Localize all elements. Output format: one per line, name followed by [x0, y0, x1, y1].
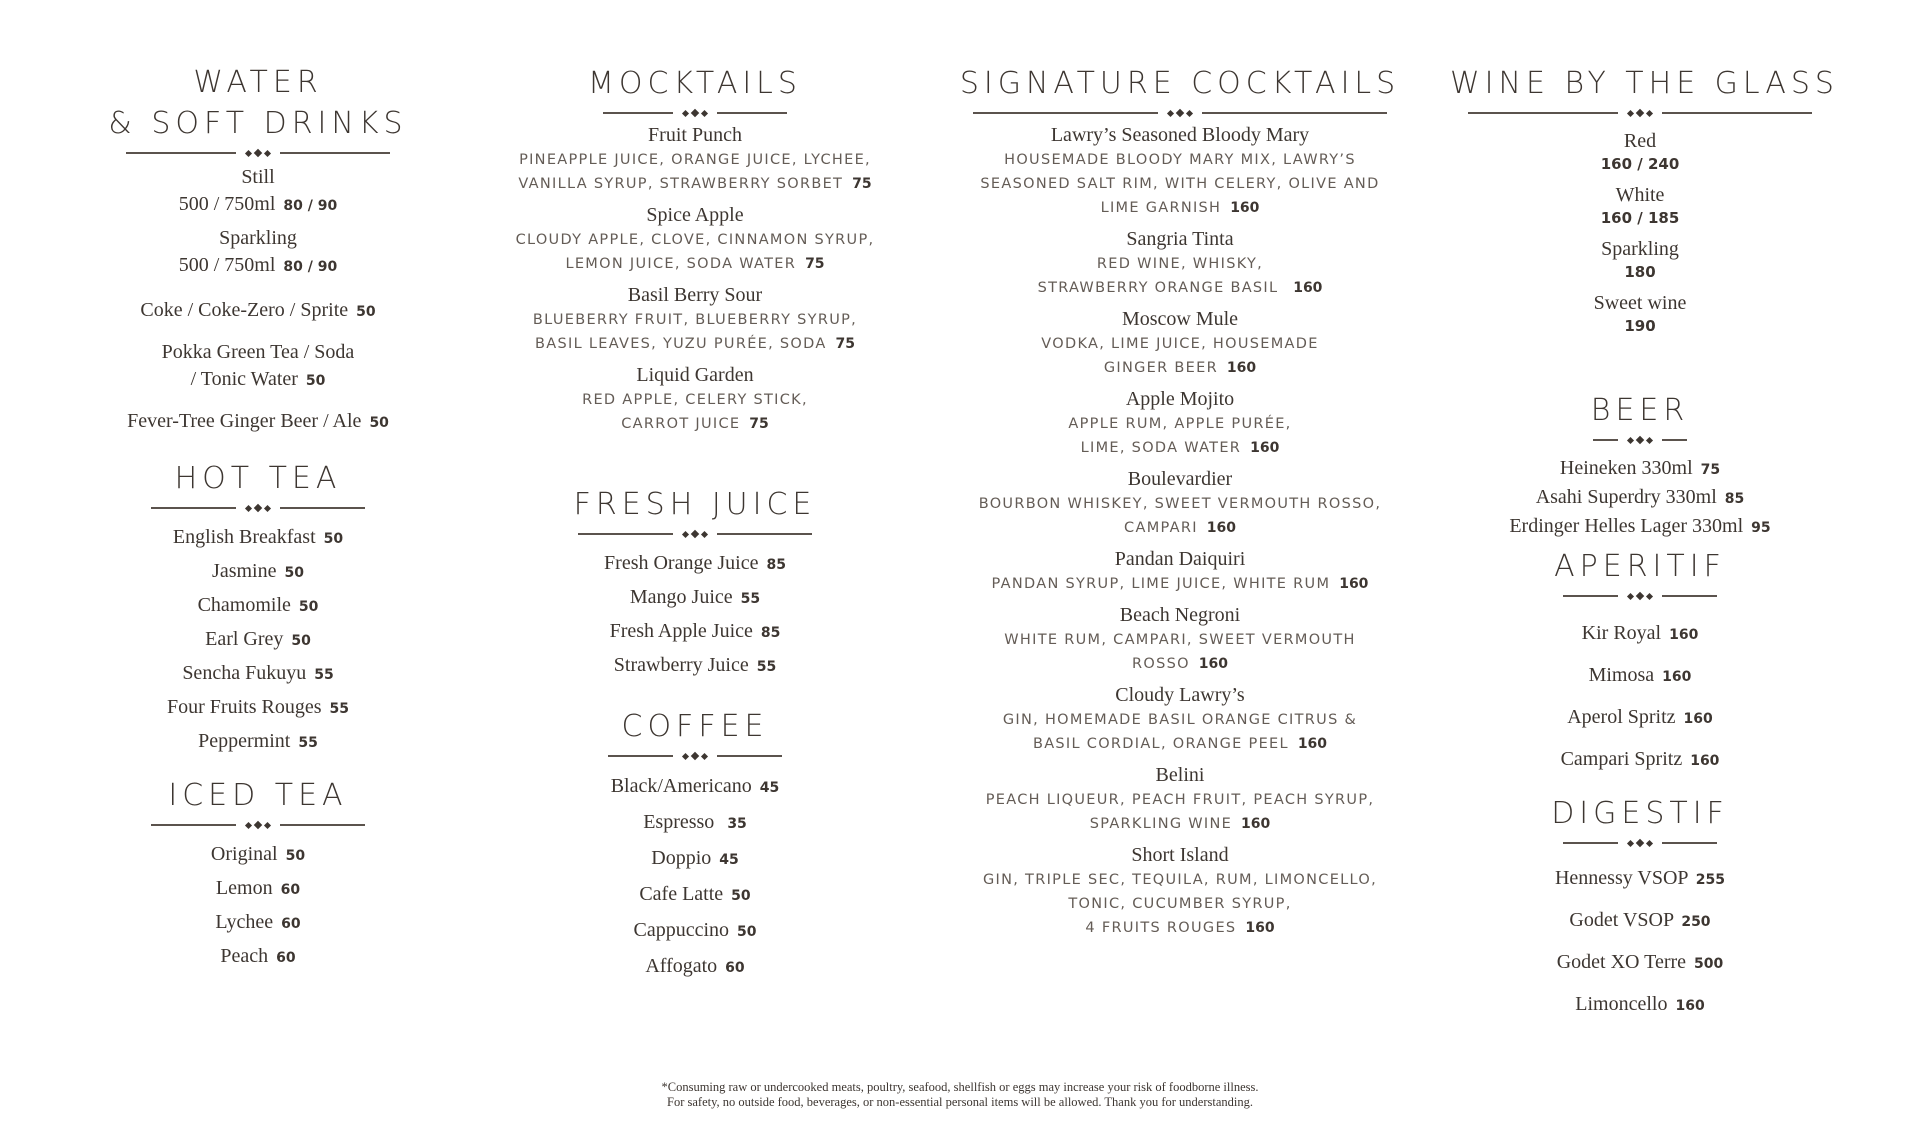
section-title: DIGESTIF [1551, 796, 1729, 831]
footer-disclaimer [0, 1080, 1920, 1110]
diamond-ornament-icon [683, 110, 707, 116]
price: 160 / 185 [1600, 209, 1680, 227]
section-title: MOCKTAILS [588, 66, 802, 101]
section-title: ICED TEA [168, 778, 348, 813]
menu-item: White 160 / 185 [1450, 182, 1830, 228]
menu-item: Original 50 [210, 843, 306, 865]
menu-item: Sparkling [219, 227, 297, 249]
price: 80 / 90 [283, 259, 338, 275]
menu-item: Cappuccino 50 [633, 919, 757, 941]
menu-item: Mimosa 160 [1588, 664, 1692, 686]
menu-item-detail: 500 / 750ml 80 / 90 [178, 254, 338, 276]
section-water-soft-drinks [98, 62, 418, 437]
diamond-ornament-icon [246, 505, 270, 511]
price: 50 [305, 373, 326, 389]
menu-item: Doppio 45 [651, 847, 739, 869]
menu-item: Pandan Daiquiri PANDAN SYRUP, LIME JUICE, WHITE RUM 160 [991, 548, 1369, 592]
menu-item: Peppermint 55 [198, 730, 318, 752]
menu-item: Chamomile 50 [197, 594, 319, 616]
price: 180 [1624, 263, 1656, 281]
menu-item: Spice Apple CLOUDY APPLE, CLOVE, CINNAMON SYRUP, LEMON JUICE, SODA WATER 75 [515, 204, 875, 272]
menu-item: Coke / Coke-Zero / Sprite 50 [140, 299, 376, 321]
menu-item: Apple Mojito APPLE RUM, APPLE PURÉE, LIME, SODA WATER 160 [1068, 388, 1292, 456]
menu-item: Beach Negroni WHITE RUM, CAMPARI, SWEET VERMOUTH ROSSO 160 [1004, 604, 1356, 672]
menu-item: Sparkling 180 [1450, 236, 1830, 282]
menu-item: Moscow Mule VODKA, LIME JUICE, HOUSEMADE GINGER BEER 160 [1041, 308, 1319, 376]
menu-item: Affogato 60 [645, 955, 745, 977]
section-fresh-juice [495, 484, 895, 683]
menu-item: Kir Royal 160 [1581, 622, 1699, 644]
section-title: BEER [1590, 393, 1690, 428]
ornament-divider [1450, 106, 1830, 120]
ornament-divider [495, 749, 895, 763]
menu-item: Erdinger Helles Lager 330ml 95 [1509, 515, 1771, 537]
section-title: WATER [193, 65, 323, 100]
section-signature-cocktails [955, 63, 1405, 940]
diamond-ornament-icon [683, 753, 707, 759]
price: 160 / 240 [1600, 155, 1680, 173]
menu-item: Cafe Latte 50 [639, 883, 751, 905]
price: 50 [369, 415, 389, 431]
section-iced-tea [98, 775, 418, 974]
diamond-ornament-icon [1628, 110, 1652, 116]
section-coffee [495, 706, 895, 985]
section-title: COFFEE [621, 709, 769, 744]
menu-item: Lemon 60 [215, 877, 301, 899]
ornament-divider [1450, 836, 1830, 850]
menu-item: Sencha Fukuyu 55 [182, 662, 334, 684]
diamond-ornament-icon [683, 531, 707, 537]
menu-item: Asahi Superdry 330ml 85 [1535, 486, 1745, 508]
ornament-divider [1450, 433, 1830, 447]
menu-item: Mango Juice 55 [629, 586, 761, 608]
menu-item: Still [241, 166, 275, 188]
ornament-divider [495, 527, 895, 541]
section-title: WINE BY THE GLASS [1450, 66, 1839, 101]
section-aperitif [1450, 546, 1830, 781]
diamond-ornament-icon [1628, 593, 1652, 599]
menu-item: Pokka Green Tea / Soda [161, 341, 355, 363]
menu-item: English Breakfast 50 [172, 526, 344, 548]
menu-item: Godet XO Terre 500 [1556, 951, 1724, 973]
menu-item: Four Fruits Rouges 55 [167, 696, 349, 718]
section-title: SIGNATURE COCKTAILS [959, 66, 1401, 101]
diamond-ornament-icon [1628, 840, 1652, 846]
section-title: HOT TEA [174, 461, 342, 496]
menu-item: Lawry’s Seasoned Bloody Mary HOUSEMADE BLOODY MARY MIX, LAWRY’S SEASONED SALT RIM, WITH CELERY, OLIVE AND LIME GARNISH 160 [980, 124, 1380, 216]
section-digestif [1450, 793, 1830, 1026]
menu-item: Peach 60 [220, 945, 296, 967]
diamond-ornament-icon [1168, 110, 1192, 116]
menu-item: Red 160 / 240 [1450, 128, 1830, 174]
menu-item: Hennessy VSOP 255 [1554, 867, 1726, 889]
price: 190 [1624, 317, 1656, 335]
menu-item: Fresh Orange Juice 85 [604, 552, 786, 574]
menu-item: Espresso 35 [643, 811, 747, 833]
ornament-divider [98, 146, 418, 160]
menu-item: Earl Grey 50 [205, 628, 311, 650]
menu-item: Cloudy Lawry’s GIN, HOMEMADE BASIL ORANGE CITRUS & BASIL CORDIAL, ORANGE PEEL 160 [1002, 684, 1358, 752]
menu-item: Fresh Apple Juice 85 [609, 620, 781, 642]
menu-item: / Tonic Water 50 [190, 368, 326, 390]
menu-item-detail: 500 / 750ml 80 / 90 [178, 193, 338, 215]
menu-item: Basil Berry Sour BLUEBERRY FRUIT, BLUEBERRY SYRUP, BASIL LEAVES, YUZU PURÉE, SODA 75 [532, 284, 858, 352]
menu-item: Aperol Spritz 160 [1567, 706, 1713, 728]
ornament-divider [98, 818, 418, 832]
ornament-divider [98, 501, 418, 515]
diamond-ornament-icon [246, 150, 270, 156]
menu-item: Jasmine 50 [212, 560, 304, 582]
menu-item: Strawberry Juice 55 [613, 654, 777, 676]
diamond-ornament-icon [1628, 437, 1652, 443]
menu-item: Short Island GIN, TRIPLE SEC, TEQUILA, RUM, LIMONCELLO, TONIC, CUCUMBER SYRUP, 4 FRUITS ROUGES 160 [982, 844, 1378, 936]
menu-item: Sweet wine 190 [1450, 290, 1830, 336]
menu-item: Limoncello 160 [1575, 993, 1705, 1015]
disclaimer-line: *Consuming raw or undercooked meats, poultry, seafood, shellfish or eggs may increase your risk of foodborne illness. [661, 1080, 1259, 1094]
section-title: APERITIF [1554, 549, 1726, 584]
ornament-divider [955, 106, 1405, 120]
disclaimer-line: For safety, no outside food, beverages, or non-essential personal items will be allowed. Thank you for understanding. [667, 1095, 1253, 1109]
ornament-divider [1450, 589, 1830, 603]
section-wine-by-the-glass [1450, 63, 1839, 336]
diamond-ornament-icon [246, 822, 270, 828]
menu-item: Lychee 60 [215, 911, 301, 933]
section-mocktails [495, 63, 895, 436]
menu-item: Fruit Punch PINEAPPLE JUICE, ORANGE JUICE, LYCHEE, VANILLA SYRUP, STRAWBERRY SORBET 75 [518, 124, 872, 192]
section-title: FRESH JUICE [573, 487, 817, 522]
price: 80 / 90 [283, 198, 338, 214]
ornament-divider [495, 106, 895, 120]
section-title: & SOFT DRINKS [108, 106, 408, 141]
menu-item: Boulevardier BOURBON WHISKEY, SWEET VERMOUTH ROSSO, CAMPARI 160 [978, 468, 1382, 536]
menu-item: Sangria Tinta RED WINE, WHISKY, STRAWBERRY ORANGE BASIL 160 [1037, 228, 1323, 296]
menu-item: Godet VSOP 250 [1569, 909, 1711, 931]
menu-item: Heineken 330ml 75 [1559, 457, 1721, 479]
section-hot-tea [98, 458, 418, 759]
menu-item: Belini PEACH LIQUEUR, PEACH FRUIT, PEACH SYRUP, SPARKLING WINE 160 [985, 764, 1375, 832]
menu-item: Campari Spritz 160 [1560, 748, 1720, 770]
price: 50 [356, 304, 376, 320]
menu-item: Liquid Garden RED APPLE, CELERY STICK, CARROT JUICE 75 [582, 364, 808, 432]
menu-item: Black/Americano 45 [610, 775, 780, 797]
section-beer [1450, 390, 1830, 542]
menu-item: Fever-Tree Ginger Beer / Ale 50 [127, 410, 389, 432]
